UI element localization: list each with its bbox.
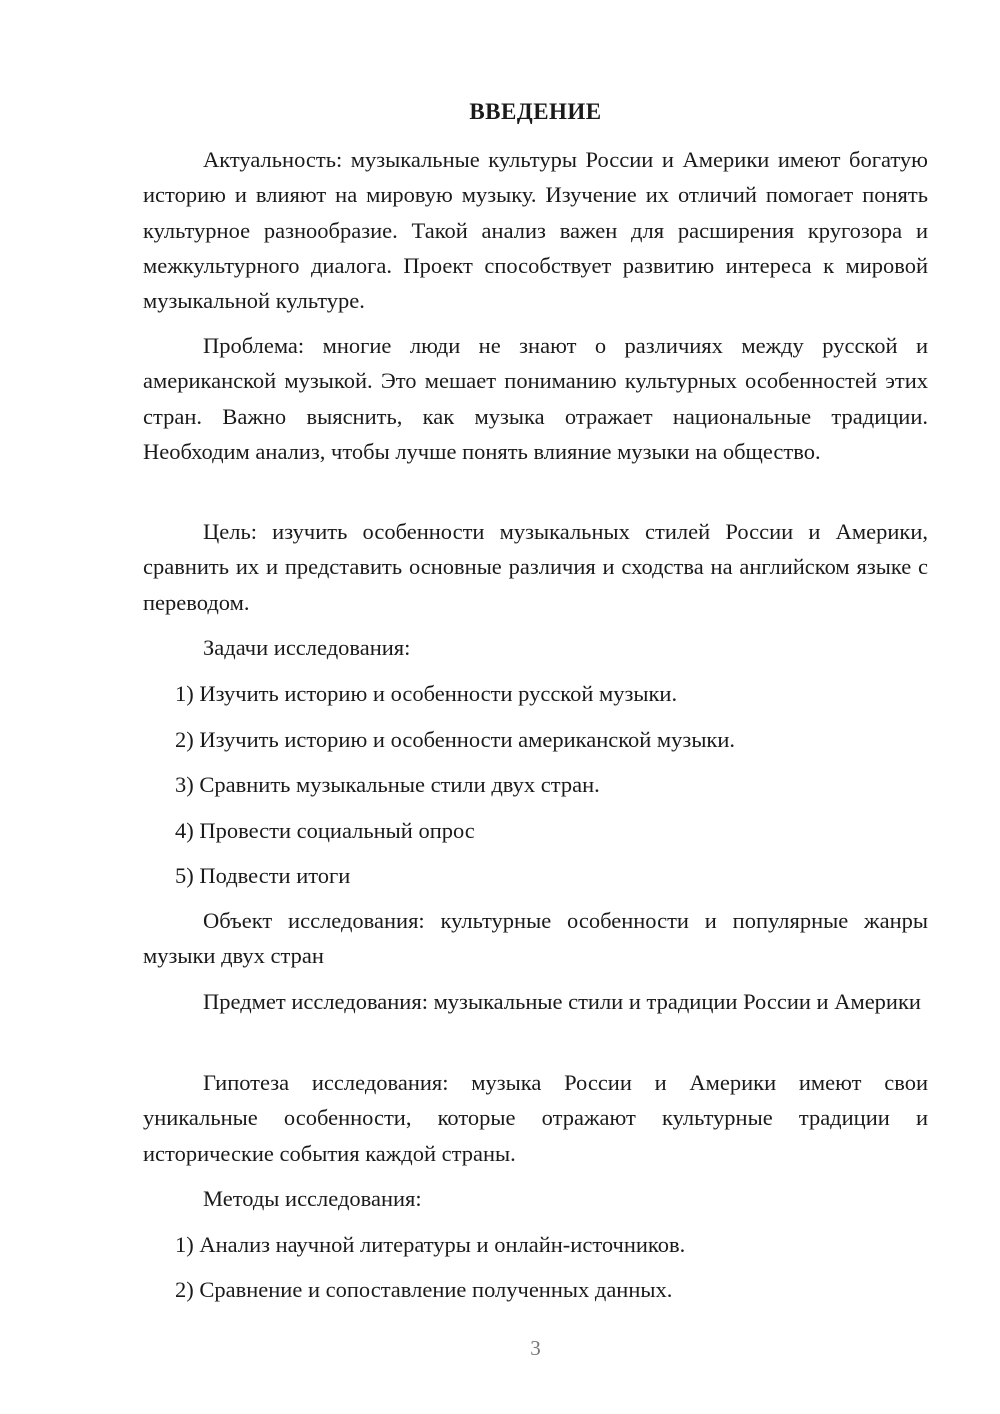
subject-paragraph: Предмет исследования: музыкальные стили и традиции России и Америки: [203, 989, 921, 1014]
goal-paragraph: Цель: изучить особенности музыкальных стилей России и Америки, сравнить их и представить основные различия и сходства на английском языке с переводом.: [143, 519, 928, 615]
hypothesis-paragraph: Гипотеза исследования: музыка России и Америки имеют свои уникальные особенности, которые отражают культурные традиции и исторические события каждой страны.: [143, 1070, 928, 1166]
task-item: 4) Провести социальный опрос: [175, 818, 475, 843]
task-item: 3) Сравнить музыкальные стили двух стран.: [175, 772, 600, 797]
page-title: ВВЕДЕНИЕ: [469, 99, 602, 124]
methods-heading: Методы исследования:: [203, 1186, 422, 1211]
relevance-paragraph: Актуальность: музыкальные культуры России и Америки имеют богатую историю и влияют на мировую музыку. Изучение их отличий помогает понять культурное разнообразие. Такой анализ важен для расширения кругозора и межкультурного диалога. Проект способствует развитию интереса к мировой музыкальной культуре.: [143, 147, 928, 314]
task-item: 5) Подвести итоги: [175, 863, 351, 888]
page-number: 3: [530, 1336, 541, 1360]
object-paragraph: Объект исследования: культурные особенности и популярные жанры музыки двух стран: [143, 908, 928, 969]
method-item: 1) Анализ научной литературы и онлайн-источников.: [175, 1232, 686, 1257]
task-item: 1) Изучить историю и особенности русской музыки.: [175, 681, 678, 706]
tasks-heading: Задачи исследования:: [203, 635, 411, 660]
problem-paragraph: Проблема: многие люди не знают о различиях между русской и американской музыкой. Это мешает пониманию культурных особенностей этих стран. Важно выяснить, как музыка отражает национальные традиции. Необходим анализ, чтобы лучше понять влияние музыки на общество.: [143, 333, 928, 464]
task-item: 2) Изучить историю и особенности американской музыки.: [175, 727, 736, 752]
document-page: [143, 0, 928, 1414]
method-item: 2) Сравнение и сопоставление полученных данных.: [175, 1277, 673, 1302]
